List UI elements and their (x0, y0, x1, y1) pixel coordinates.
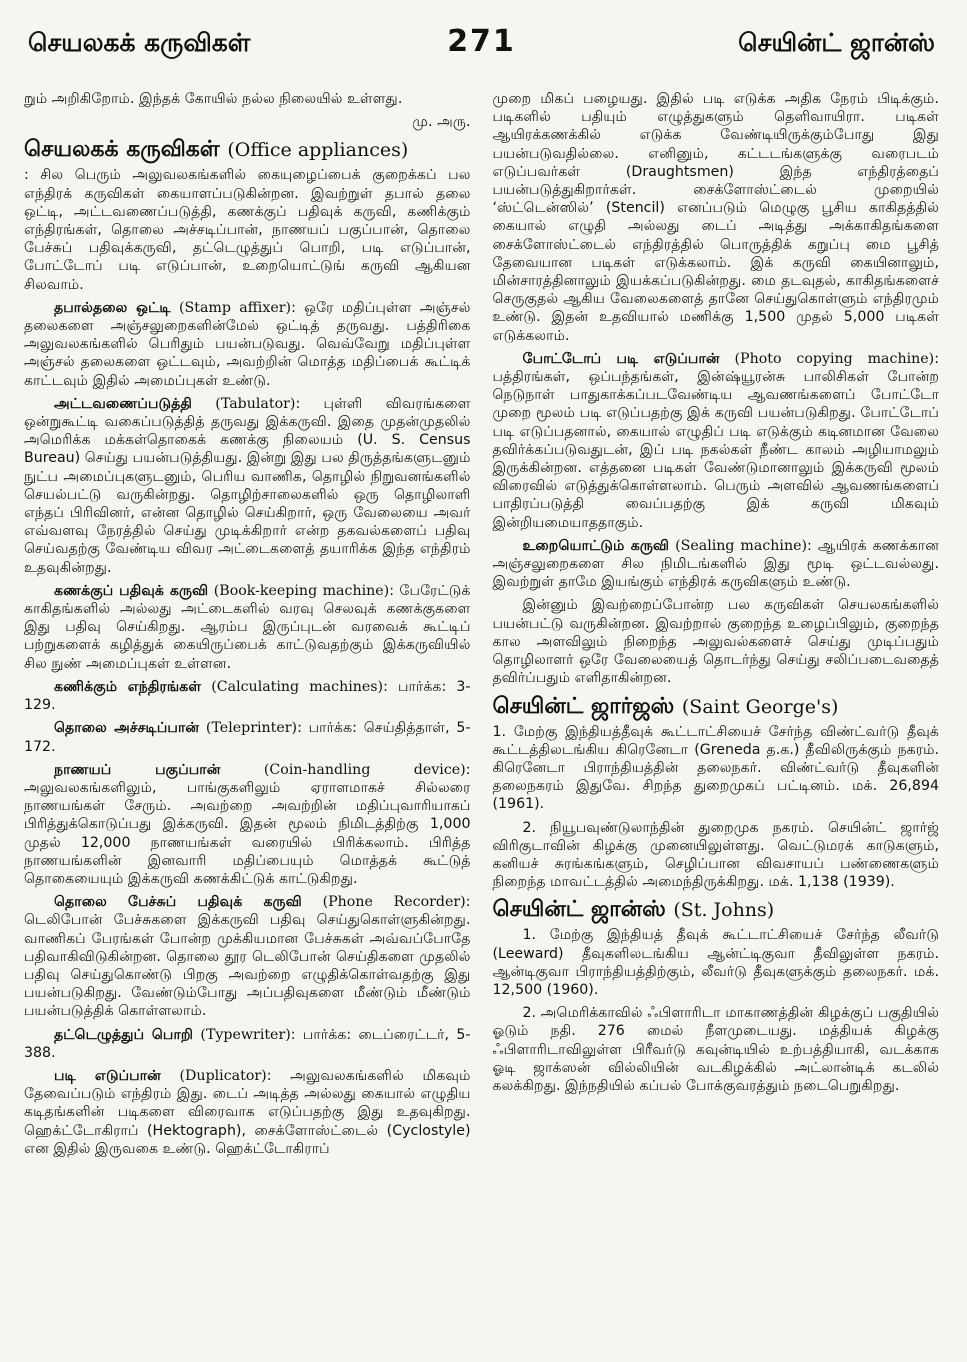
subentry-sealing-machine (493, 537, 940, 592)
entry-title: செயின்ட் ஜான்ஸ் (492, 897, 666, 923)
header-left-title: செயலகக் கருவிகள் (28, 28, 251, 57)
subentry-term: அட்டவணைப்படுத்தி (54, 395, 193, 412)
entry-title-english: (St. Johns) (673, 899, 775, 922)
subentry-term-english: (Stamp affixer) (179, 299, 292, 316)
subentry-text: : பார்க்க: செய்தித்தாள், 5-172. (24, 720, 471, 755)
header-right-title: செயின்ட் ஜான்ஸ் (738, 28, 935, 57)
entry-title: செயலகக் கருவிகள் (24, 137, 220, 163)
subentry-text: : அலுவலகங்களில் மிகவும் தேவைப்படும் எந்திரம் இது. டைப் அடித்த அல்லது கையால் எழுதிய கடிதங்களின் படிகளை விரைவாக எடுப்பதற்கு இது உதவுகிறது. ஹெக்ட்டோகிராப் (Hektograph), சைக்ளோஸ்ட்டைல் (Cyclostyle) என இதில் இருவகை உண்டு. ஹெக்ட்டோகிராப் (24, 1067, 471, 1157)
entry-saint-georges (493, 693, 940, 892)
subentry-term: கணிக்கும் எந்திரங்கள் (54, 678, 202, 695)
subentry-term-english: (Tabulator) (215, 395, 296, 412)
right-column (493, 90, 940, 1163)
subentry-text: : ஒரே மதிப்புள்ள அஞ்சல் தலைகளை அஞ்சலுறைகளின்மேல் ஒட்டித் தருவது. பத்திரிகை அலுவலகங்களில் பெரிதும் பயன்படுவது. வெவ்வேறு மதிப்புள்ள அஞ்சல் தலைகளை ஒட்டவும், அவற்றின் மொத்த மதிப்பைக் கூட்டிக் காட்டவும் இதில் அமைப்புகள் உண்டு. (24, 299, 471, 389)
subentry-term: தொலை பேச்சுப் பதிவுக் கருவி (54, 894, 302, 911)
entry-paragraph-1: 1. மேற்கு இந்தியத்தீவுக் கூட்டாட்சியைச் சேர்ந்த விண்ட்வர்டு தீவுக் கூட்டத்திலடங்கிய கிரெனேடா (Greneda த.க.) தீவிலிருக்கும் நகரம். கிரெனேடா பிராந்தியத்தின் தலைநகர். விண்ட்வர்டு தீவுகளின் தலைநகரம் இதுவே. சிறந்த துறைமுகப் பட்டினம். மக். 26,894 (1961). (492, 723, 939, 813)
subentry-typewriter (24, 1026, 471, 1062)
subentry-text: : பார்க்க: 3-129. (24, 678, 471, 714)
entry-heading (493, 896, 940, 924)
subentry-stamp-affixer (24, 299, 471, 390)
subentry-book-keeping (24, 582, 471, 673)
subentry-duplicator (24, 1067, 471, 1158)
continuation-text: றும் அறிகிறோம். இந்தக் கோயில் நல்ல நிலையில் உள்ளது. (24, 91, 403, 107)
subentry-term-english: (Duplicator) (179, 1067, 267, 1084)
subentry-term: படி எடுப்பான் (54, 1067, 161, 1084)
entry-paragraph-2: 2. அமெரிக்காவில் ஃபிளாரிடா மாகாணத்தின் கிழக்குப் பகுதியில் ஓடும் நதி. 276 மைல் நீளமுடையது. மத்தியக் கிழக்கு ஃபிளாரிடாவிலுள்ள பிரீவர்டு கவுன்டியில் உற்பத்தியாகி, வடக்காக ஓடி ஜாக்ஸன் வில்லியின் வடகிழக்கில் அட்லான்டிக் கடலில் கலக்கிறது. இந்நதியில் கப்பல் போக்குவரத்தும் நடைபெறுகிறது. (492, 1005, 939, 1094)
subentry-text: : அலுவலகங்களிலும், பாங்குகளிலும் ஏராளமாகச் சில்லரை நாணயங்கள் சேரும். அவற்றை அவற்றின் மதிப்புவாரியாகப் பிரித்துக்கொடுப்பது இக்கருவி. இதன் மூலம் நிமிடத்திற்கு 1,000 முதல் 12,000 நாணயங்கள் வரையில் பிரிக்கலாம். பிரித்த நாணயங்களின் இனவாரி மதிப்பையும் மொத்தக் கூட்டுத் தொகையையும் இக்கருவி கணக்கிட்டுக் காட்டுகிறது. (24, 761, 471, 887)
entry-heading (493, 693, 940, 721)
closing-paragraph: இன்னும் இவற்றைப்போன்ற பல கருவிகள் செயலகங்களில் பயன்பட்டு வருகின்றன. இவற்றால் குறைந்த உழைப்பிலும், குறைந்த கால அளவிலும் நிறைந்த அலுவல்களைச் செய்து முடிப்பதும் தொழிலாளர் ஒரே வேலையைத் தொடர்ந்து செய்து சலிப்படைவதைத் தவிர்ப்பதும் எளிதாகின்றன. (492, 597, 939, 687)
subentry-calculating (24, 678, 471, 714)
subentry-term: போட்டோப் படி எடுப்பான் (522, 350, 720, 367)
entry-paragraph-2: 2. நியூபவுண்டுலாந்தின் துறைமுக நகரம். செயின்ட் ஜார்ஜ் விரிகுடாவின் கிழக்கு முனையிலுள்ளது. வெட்டுமரக் காடுகளும், கனியச் சுரங்கங்களும், செழிப்பான விவசாயப் பண்ணைகளும் நிறைந்த மாவட்டத்தில் அமைந்திருக்கிறது. மக். 1,138 (1939). (492, 819, 939, 891)
subentry-term: உறையொட்டும் கருவி (522, 537, 670, 554)
subentry-term-english: (Phone Recorder) (322, 894, 466, 911)
two-column-body (24, 90, 939, 1163)
entry-heading (24, 136, 471, 164)
subentry-term-english: (Photo copying machine) (734, 350, 935, 367)
page-header (24, 18, 939, 70)
subentry-term: தட்டெழுத்துப் பொறி (54, 1026, 194, 1043)
entry-title-english: (Office appliances) (227, 139, 409, 162)
subentry-term-english: (Sealing machine) (675, 537, 808, 554)
entry-title: செயின்ட் ஜார்ஜஸ் (492, 693, 675, 719)
subentry-text: : பத்திரங்கள், ஒப்பந்தங்கள், இன்ஷ்யூரன்சு பாலிசிகள் போன்ற நெடுநாள் பாதுகாக்கப்படவேண்டிய ஆவணங்களைப் போட்டோ முறை மூலம் படி எடுப்பதற்கு இக் கருவி பயன்படுகிறது. போட்டோப் படி எடுப்பதனால், கையால் எழுதிப் படி எடுக்கும் கடினமான வேலை தவிர்க்கப்படுவதுடன், இப் படி நகல்கள் நீண்ட காலம் அழியாமலும் இருக்கின்றன. எத்தனை படிகள் வேண்டுமானாலும் இக்கருவி மூலம் விரைவில் எடுத்துக்கொள்ளலாம். பெரும் அளவில் ஆவணங்களைப் பாதிரப்படுத்தி வைப்பதற்கு இக் கருவி மிகவும் இன்றியமையாததாகும். (492, 350, 939, 531)
subentry-text: : பேரேட்டுக் காகிதங்களில் அல்லது அட்டைகளில் வரவு செலவுக் கணக்குகளை இது பதிவு செய்கிறது. ஆரம்ப இருப்புடன் வரவைக் கூட்டிப் பற்றுகளைக் கழித்துக் கையிருப்பைக் காட்டுவதற்கும் இக்கருவியில் சில நுண் அமைப்புகள் உள்ளன. (24, 582, 471, 672)
subentry-photo-copying (493, 350, 940, 532)
subentry-text: : டெலிபோன் பேச்சுகளை இக்கருவி பதிவு செய்துகொள்ளுகின்றது. வாணிகப் பேரங்கள் போன்ற முக்கியமான பேச்சுகள் அவ்வப்போதே பதிவாகிவிடுகின்றன. தொலை தூர டெலிபோன் செய்திகளை முதலில் பதிவு செய்துகொண்டு பிறகு அவற்றை எழுதிக்கொள்வதற்கு இது பயன்படுகிறது. வேண்டும்போது அப்பதிவுகளை மீண்டும் மீண்டும் பயன்படுத்திக் கொள்ளலாம். (24, 894, 471, 1020)
entry-intro: : சில பெரும் அலுவலகங்களில் கையுழைப்பைக் குறைக்கப் பல எந்திரக் கருவிகள் கையாளப்படுகின்றன. இவற்றுள் தபால் தலை ஒட்டி, அட்டவணைப்படுத்தி, கணக்குப் பதிவுக் கருவி, கணிக்கும் எந்திரங்கள், தொலை அச்சடிப்பான், நாணயப் பகுப்பான், தொலை பேச்சுப் பதிவுக்கருவி, தட்டெழுத்துப் பொறி, படி எடுப்பான், போட்டோப் படி எடுப்பான், உறையொட்டுங் கருவி ஆகியன சிலவாம். (24, 167, 471, 293)
subentry-text: : ஆயிரக் கணக்கான அஞ்சலுறைகளை சில நிமிடங்களில் இது மூடி ஒட்டவல்லது. இவற்றுள் தாமே இயங்கும் எந்திரக் கருவிகளும் உண்டு. (492, 537, 940, 591)
page-number: 271 (447, 24, 516, 59)
subentry-term-english: (Book-keeping machine) (213, 582, 390, 599)
subentry-tabulator (24, 395, 471, 577)
author-initials: மு. அரு. (412, 114, 471, 131)
entry-st-johns (493, 896, 940, 1095)
continuation-paragraph (24, 90, 471, 108)
subentry-teleprinter (24, 719, 471, 755)
entry-title-english: (Saint George's) (681, 695, 839, 718)
subentry-text: : பார்க்க: டைப்ரைட்டர், 5-388. (24, 1026, 471, 1061)
subentry-term-english: (Calculating machines) (211, 678, 384, 695)
left-column (24, 90, 471, 1163)
subentry-term-english: (Teleprinter) (205, 720, 298, 737)
entry-office-appliances (24, 136, 471, 293)
duplicator-continuation: முறை மிகப் பழையது. இதில் படி எடுக்க அதிக நேரம் பிடிக்கும். படிகளில் பதியும் எழுத்துகளும் தெளிவாயிரா. படிகள் ஆயிரக்கணக்கில் எடுக்க வேண்டியிருக்கும்போது இது பயன்படுவதில்லை. எனினும், கட்டடங்களுக்கு வரைபடம் எடுப்பவர்கள் (Draughtsmen) இந்த எந்திரத்தைப் பயன்படுத்துகிறார்கள். சைக்ளோஸ்ட்டைல் முறையில் ‘ஸ்ட்டென்ஸில்’ (Stencil) எனப்படும் மெழுகு பூசிய காகிதத்தில் கையால் எழுதி அல்லது டைப் அடித்து அக்காகிதங்களை சைக்ளோஸ்ட்டைல் எந்திரத்தில் பொருத்திக் கறுப்பு மை பூசித் தேவையான படிகள் எடுக்கலாம். இக் கருவி கையினாலும், மின்சாரத்தினாலும் இயக்கப்படுகின்றது. மை தடவுதல், காகிதங்களைச் செருகுதல் ஆகிய வேலைகளைத் தானே செய்துகொள்ளும் எந்திரமும் உண்டு. இதன் உதவியால் மணிக்கு 1,500 முதல் 5,000 படிகள் எடுக்கலாம். (492, 91, 939, 344)
subentry-text: : புள்ளி விவரங்களை ஒன்றுகூட்டி வகைப்படுத்தித் தருவது இக்கருவி. இதை முதன்முதலில் அமெரிக்க மக்கள்தொகைக் கணக்கு நிலையம் (U. S. Census Bureau) செய்து பயன்படுத்தியது. இன்று இது பல திருத்தங்களுடனும் நுட்ப அமைப்புகளுடனும், பெரிய வாணிக, தொழில் நிறுவனங்களில் செயல்பட்டு வருகின்றது. தொழிற்சாலைகளில் ஒரு தொழிலாளி எந்தப் பிரிவினர், என்ன தொழில் செய்கிறார், ஒரு வேலையை அவர் எவ்வளவு நேரத்தில் செய்து முடிக்கிறார் என்ற தகவல்களைப் பதிவு செய்வதற்கு வேண்டிய விவர அட்டைகளைத் தயாரிக்க இந்த எந்திரம் உதவுகின்றது. (24, 395, 471, 576)
subentry-term-english: (Coin-handling device) (263, 761, 466, 778)
subentry-coin-handling (24, 761, 471, 888)
subentry-term-english: (Typewriter) (200, 1026, 291, 1043)
subentry-phone-recorder (24, 893, 471, 1020)
subentry-term: தபால்தலை ஒட்டி (54, 299, 171, 316)
subentry-term: கணக்குப் பதிவுக் கருவி (54, 582, 209, 599)
subentry-term: நாணயப் பகுப்பான் (54, 761, 221, 778)
entry-paragraph-1: 1. மேற்கு இந்தியத் தீவுக் கூட்டாட்சியைச் சேர்ந்த லீவர்டு (Leeward) தீவுகளிலடங்கிய ஆன்ட்டிகுவா தீவிலுள்ள நகரம். ஆன்டிகுவா பிராந்தியத்திற்கும், லீவர்டு தீவுகளுக்கும் தலைநகர். மக். 12,500 (1960). (492, 927, 939, 998)
subentry-term: தொலை அச்சடிப்பான் (54, 720, 200, 737)
